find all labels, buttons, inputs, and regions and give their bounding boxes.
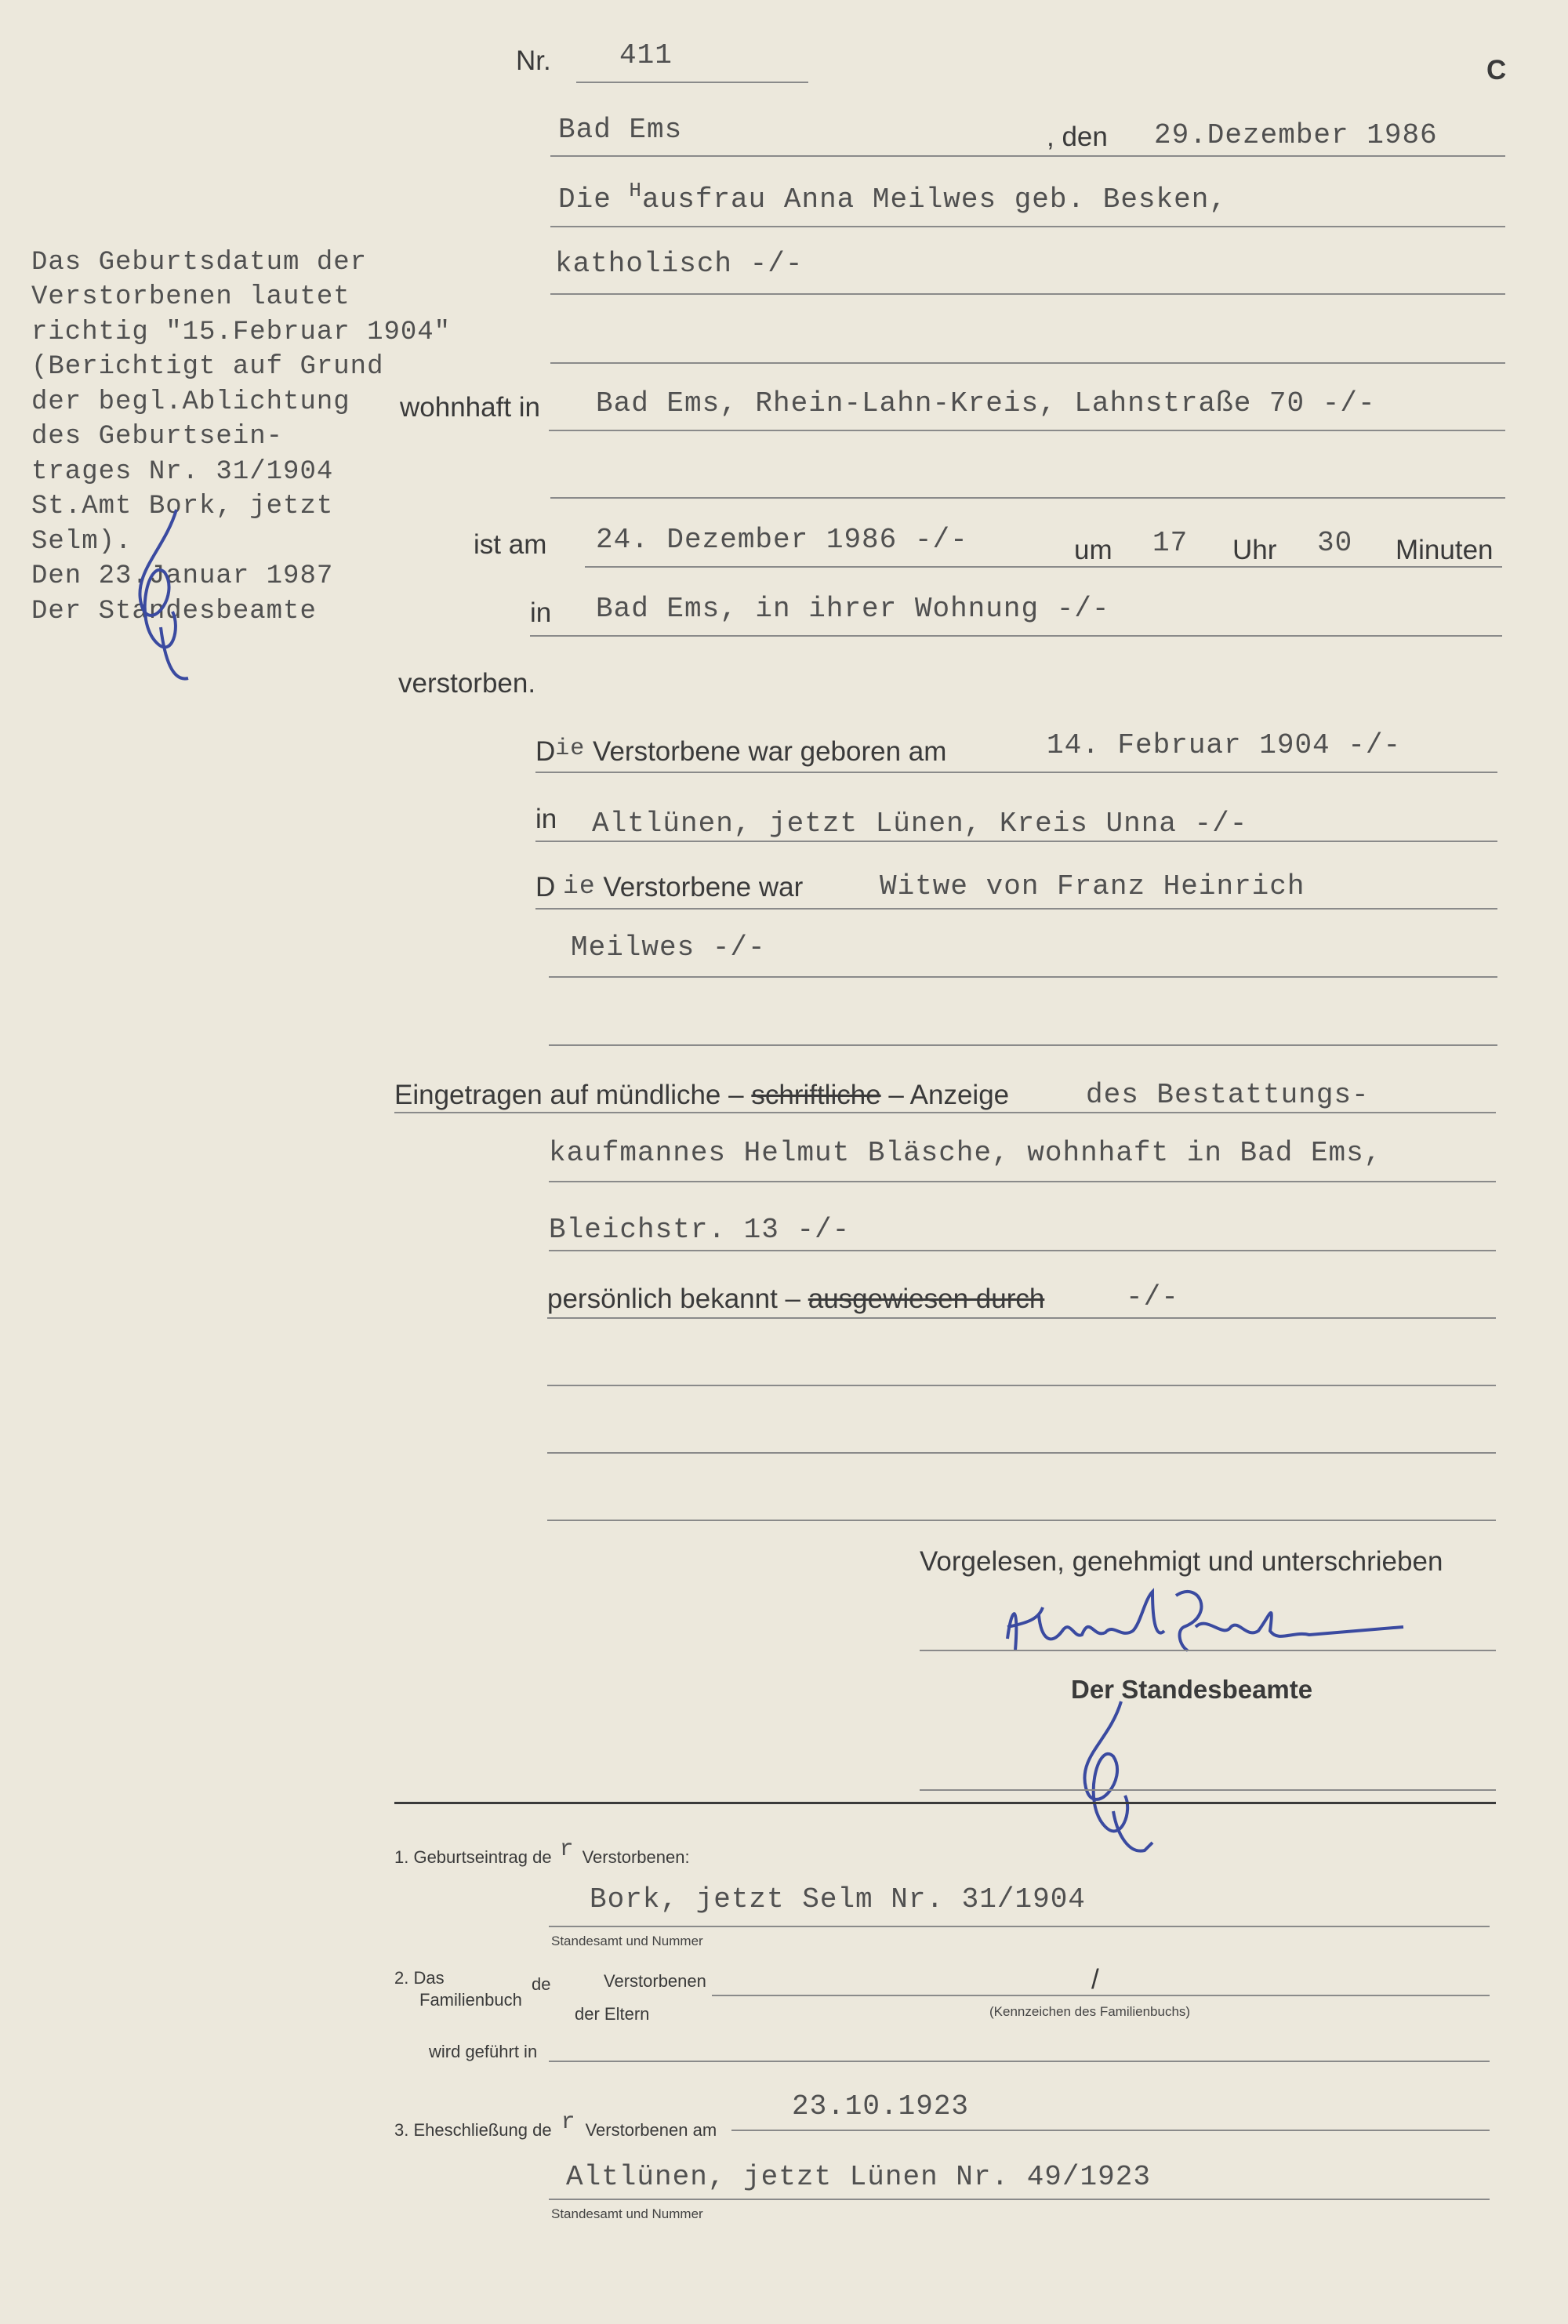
note-line: des Geburtsein-	[31, 422, 284, 452]
report-underline-1	[394, 1112, 1496, 1113]
person-name-rest: ausfrau Anna Meilwes geb. Besken,	[642, 183, 1227, 216]
birth-in-label: in	[535, 804, 557, 834]
residence-underline	[549, 430, 1505, 431]
note-line: Verstorbenen lautet	[31, 282, 350, 312]
item2-option-deceased: Verstorbenen	[604, 1971, 706, 1991]
marital-label-text: Verstorbene war	[603, 872, 804, 902]
report-value-2: kaufmannes Helmut Bläsche, wohnhaft in Bad Ems,	[549, 1137, 1382, 1169]
item1-label	[394, 1836, 690, 1868]
birth-place: Altlünen, jetzt Lünen, Kreis Unna -/-	[592, 808, 1248, 840]
item1-label-text-2: Verstorbenen:	[582, 1847, 690, 1867]
item3-label-text: 3. Eheschließung de	[394, 2120, 552, 2140]
item1-caption: Standesamt und Nummer	[551, 1934, 703, 1948]
note-line: trages Nr. 31/1904	[31, 456, 334, 487]
margin-correction-note	[31, 210, 451, 629]
note-line: richtig "15.Februar 1904"	[31, 317, 452, 347]
note-line: (Berichtigt auf Grund	[31, 352, 384, 382]
item1-label-text: 1. Geburtseintrag de	[394, 1847, 552, 1867]
death-date: 24. Dezember 1986 -/-	[596, 524, 968, 556]
marital-underline-1	[535, 908, 1497, 910]
item3-underline	[731, 2130, 1490, 2131]
item2-option-parents: der Eltern	[575, 2004, 650, 2024]
ist-am-label: ist am	[474, 529, 547, 560]
margin-signature	[118, 502, 204, 690]
nr-value: 411	[619, 39, 673, 71]
blank-underline	[550, 362, 1505, 364]
item2-underline	[712, 1995, 1490, 1996]
death-hour: 17	[1152, 527, 1189, 559]
footer-divider	[394, 1802, 1496, 1804]
report-label-1: Eingetragen auf mündliche –	[394, 1080, 744, 1110]
registrar-label: Der Standesbeamte	[1071, 1675, 1313, 1704]
read-label: Vorgelesen, genehmigt und unterschrieben	[920, 1546, 1443, 1577]
report-label-struck: schriftliche	[751, 1080, 881, 1110]
residence-value: Bad Ems, Rhein-Lahn-Kreis, Lahnstraße 70 -/-	[596, 387, 1376, 419]
death-in-label: in	[530, 597, 552, 628]
religion-value: katholisch -/-	[555, 248, 804, 280]
date-value: 29.Dezember 1986	[1154, 119, 1438, 151]
item2-label-b: Familienbuch	[419, 1990, 522, 2010]
marital-d-typed: ie	[563, 872, 596, 901]
item1-sup: r	[559, 1836, 575, 1863]
note-line: Der Standesbeamte	[31, 596, 317, 626]
note-line: Selm).	[31, 526, 132, 557]
uhr-label: Uhr	[1232, 535, 1277, 565]
note-line: Das Geburtsdatum der	[31, 247, 368, 278]
item3-caption: Standesamt und Nummer	[551, 2206, 703, 2221]
item2-label-a: 2. Das	[394, 1968, 445, 1988]
person-name	[558, 179, 1227, 216]
informant-signature	[996, 1584, 1419, 1670]
item2-de: de	[532, 1974, 551, 1994]
nr-label: Nr.	[516, 45, 551, 76]
nr-underline	[576, 82, 808, 83]
birth-d-prefix: D	[535, 736, 556, 767]
registrar-signature-line	[920, 1789, 1496, 1791]
birth-label	[535, 735, 946, 768]
corner-letter: C	[1486, 55, 1507, 85]
blank-underline-2	[550, 497, 1505, 499]
blank-underline-5	[547, 1520, 1496, 1521]
known-label-struck: ausgewiesen durch	[808, 1284, 1045, 1314]
informant-signature-line	[920, 1650, 1496, 1651]
item3-underline-2	[549, 2199, 1490, 2200]
death-place: Bad Ems, in ihrer Wohnung -/-	[596, 593, 1110, 625]
person-underline	[550, 226, 1505, 227]
item3-date: 23.10.1923	[792, 2090, 970, 2122]
note-line: der begl.Ablichtung	[31, 387, 350, 417]
item3-label-text-2: Verstorbenen am	[585, 2120, 717, 2140]
report-value-1: des Bestattungs-	[1086, 1079, 1370, 1111]
report-label-2: – Anzeige	[888, 1080, 1010, 1110]
item3-label	[394, 2109, 717, 2141]
item2-slash: /	[1091, 1964, 1099, 1995]
um-label: um	[1074, 535, 1112, 565]
birth-label-text: Verstorbene war geboren am	[593, 736, 947, 767]
item2-underline-2	[549, 2061, 1490, 2062]
death-minutes: 30	[1317, 527, 1353, 559]
known-underline	[547, 1317, 1496, 1319]
report-underline-2	[549, 1181, 1496, 1182]
item1-value: Bork, jetzt Selm Nr. 31/1904	[590, 1883, 1086, 1915]
item3-sup: r	[561, 2109, 576, 2136]
person-name-prefix: Die	[558, 183, 630, 216]
place-value: Bad Ems	[558, 114, 683, 146]
place-underline	[550, 155, 1505, 157]
blank-underline-3	[547, 1385, 1496, 1386]
known-label-text: persönlich bekannt –	[547, 1284, 800, 1314]
death-date-underline	[585, 566, 1502, 568]
birth-d-sup: ie	[555, 735, 586, 762]
religion-underline	[550, 293, 1505, 295]
note-line: Den 23.Januar 1987	[31, 561, 334, 591]
item2-label-c: wird geführt in	[429, 2042, 538, 2061]
known-label	[547, 1284, 1044, 1315]
birth-date: 14. Februar 1904 -/-	[1047, 729, 1402, 761]
item2-caption: (Kennzeichen des Familienbuchs)	[989, 2004, 1191, 2019]
known-value: -/-	[1126, 1281, 1179, 1313]
report-value-3: Bleichstr. 13 -/-	[549, 1214, 851, 1246]
item1-underline	[549, 1926, 1490, 1927]
den-label: , den	[1047, 122, 1108, 152]
note-line: St.Amt Bork, jetzt	[31, 492, 334, 521]
minuten-label: Minuten	[1396, 535, 1494, 565]
registrar-signature	[1066, 1694, 1168, 1858]
marital-underline-3	[549, 1044, 1497, 1046]
marital-d-prefix: D	[535, 872, 556, 902]
item3-value: Altlünen, jetzt Lünen Nr. 49/1923	[566, 2161, 1151, 2193]
blank-underline-4	[547, 1452, 1496, 1454]
marital-value-2: Meilwes -/-	[571, 931, 766, 964]
marital-value-1: Witwe von Franz Heinrich	[880, 870, 1305, 902]
birth-date-underline	[535, 772, 1497, 773]
person-name-sup: H	[629, 179, 643, 202]
residence-label: wohnhaft in	[400, 392, 541, 423]
death-place-underline	[530, 635, 1502, 637]
verstorben-label: verstorben.	[398, 668, 536, 699]
report-label	[394, 1080, 1009, 1111]
report-underline-3	[549, 1250, 1496, 1251]
marital-label	[535, 872, 803, 903]
birth-place-underline	[535, 841, 1497, 842]
marital-underline-2	[549, 976, 1497, 978]
